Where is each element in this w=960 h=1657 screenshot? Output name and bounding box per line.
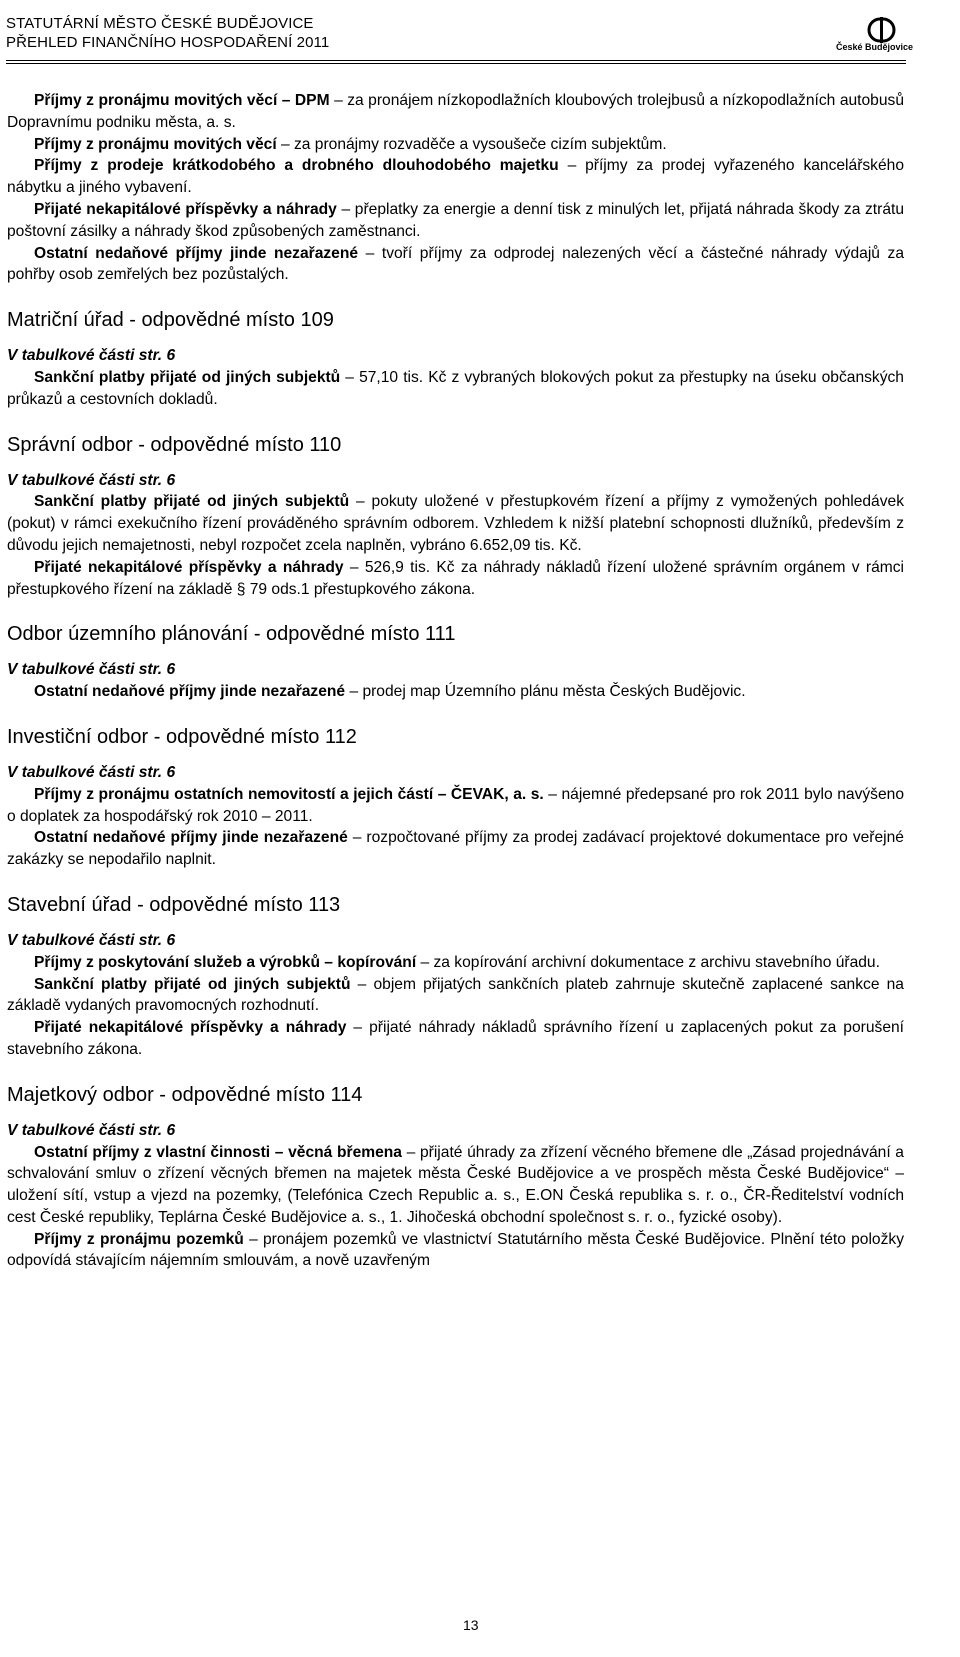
paragraph <box>7 199 904 243</box>
item-heading: Příjmy z pronájmu movitých věcí – DPM <box>34 92 330 109</box>
section-title: Odbor územního plánování - odpovědné místo 111 <box>7 623 456 646</box>
paragraph <box>7 827 904 871</box>
city-logo <box>836 14 926 62</box>
table-reference: V tabulkové části str. 6 <box>7 347 176 365</box>
item-heading: Sankční platby přijaté od jiných subjektů <box>34 368 341 386</box>
section-title: Matriční úřad - odpovědné místo 109 <box>7 309 334 332</box>
item-heading: Ostatní nedaňové příjmy jinde nezařazené <box>34 683 346 701</box>
item-text: – 57,10 tis. Kč z vybraných blokových pokut za přestupky na úseku občanských průkazů a cestovních dokladů. <box>7 368 904 408</box>
item-heading: Přijaté nekapitálové příspěvky a náhrady <box>34 558 344 576</box>
item-text: – objem přijatých sankčních plateb zahrnuje skutečně zaplacené sankce na základě vydaných pravomocných rozhodnutí. <box>7 975 904 1015</box>
page-number: 13 <box>463 1617 479 1633</box>
table-reference: V tabulkové části str. 6 <box>7 763 176 781</box>
document-body <box>7 90 904 1272</box>
section-title: Stavební úřad - odpovědné místo 113 <box>7 893 341 916</box>
table-reference: V tabulkové části str. 6 <box>7 471 176 489</box>
item-heading: Příjmy z poskytování služeb a výrobků – kopírování <box>34 953 417 971</box>
logo-mark-icon <box>836 14 926 44</box>
paragraph <box>7 952 904 974</box>
table-reference: V tabulkové části str. 6 <box>7 931 176 949</box>
item-heading: Přijaté nekapitálové příspěvky a náhrady <box>34 200 337 218</box>
table-reference: V tabulkové části str. 6 <box>7 1121 176 1139</box>
paragraph <box>7 557 904 601</box>
paragraph <box>7 784 904 828</box>
header-rule-2 <box>6 63 906 64</box>
item-text: – pokuty uložené v přestupkovém řízení a příjmy z vymožených pohledávek (pokut) v rámci exekučního řízení prováděného správním odborem. Vzhledem k nižší platební schopnosti dlužníků, především z důvodu jejich nemajetnosti, nebyl rozpočet zcela naplněn, vybráno 6.652,09 tis. Kč. <box>7 493 904 554</box>
paragraph <box>7 90 904 134</box>
paragraph <box>7 491 904 556</box>
paragraph <box>7 134 904 156</box>
item-heading: Sankční platby přijaté od jiných subjektů <box>34 493 350 511</box>
item-heading: Ostatní příjmy z vlastní činnosti – věcná břemena <box>34 1143 402 1161</box>
item-text: – nájemné předepsané pro rok 2011 bylo navýšeno o doplatek za hospodářský rok 2010 – 2011. <box>7 785 904 825</box>
paragraph <box>7 1229 904 1273</box>
item-heading: Sankční platby přijaté od jiných subjektů <box>34 975 351 993</box>
paragraph <box>7 681 904 703</box>
item-heading: Příjmy z pronájmu pozemků <box>34 1230 244 1248</box>
item-text: – za pronájem nízkopodlažních kloubových trolejbusů a nízkopodlažních autobusů Dopravnímu podniku města, a. s. <box>7 92 904 131</box>
paragraph <box>7 155 904 199</box>
table-reference: V tabulkové části str. 6 <box>7 661 176 679</box>
paragraph <box>7 974 904 1018</box>
logo-wordmark: České Budějovice <box>836 42 914 52</box>
item-heading: Příjmy z pronájmu movitých věcí <box>34 135 277 153</box>
paragraph <box>7 1142 904 1229</box>
intro-paragraphs <box>7 90 904 286</box>
item-text: – za pronájmy rozvaděče a vysoušeče cizím subjektům. <box>276 135 667 153</box>
item-heading: Příjmy z pronájmu ostatních nemovitostí a jejich částí – ČEVAK, a. s. <box>34 785 544 803</box>
section-title: Majetkový odbor - odpovědné místo 114 <box>7 1083 363 1106</box>
header-rule <box>6 60 906 61</box>
paragraph <box>7 243 904 287</box>
item-text: – pronájem pozemků ve vlastnictví Statutárního města České Budějovice. Plnění této položky odpovídá stávajícím nájemním smlouvám, a nově uzavřeným <box>7 1230 904 1270</box>
page-header <box>6 14 914 60</box>
item-heading: Ostatní nedaňové příjmy jinde nezařazené <box>34 244 359 262</box>
item-text: – rozpočtované příjmy za prodej zadávací projektové dokumentace pro veřejné zakázky se nepodařilo naplnit. <box>7 829 904 869</box>
header-city: STATUTÁRNÍ MĚSTO ČESKÉ BUDĚJOVICE <box>6 15 314 32</box>
sections <box>7 286 904 1272</box>
item-text: – za kopírování archivní dokumentace z archivu stavebního úřadu. <box>416 953 880 971</box>
item-text: – tvoří příjmy za odprodej nalezených věcí a částečné náhrady výdajů za pohřby osob zemřelých bez pozůstalých. <box>7 244 904 284</box>
header-report-title: PŘEHLED FINANČNÍHO HOSPODAŘENÍ 2011 <box>6 34 330 51</box>
item-heading: Ostatní nedaňové příjmy jinde nezařazené <box>34 829 348 847</box>
paragraph <box>7 1017 904 1061</box>
item-heading: Přijaté nekapitálové příspěvky a náhrady <box>34 1019 347 1037</box>
section-title: Správní odbor - odpovědné místo 110 <box>7 433 342 456</box>
section-title: Investiční odbor - odpovědné místo 112 <box>7 725 357 748</box>
item-text: – přijaté náhrady nákladů správního řízení u zaplacených pokut za porušení stavebního zákona. <box>7 1019 904 1058</box>
item-text: – přijaté úhrady za zřízení věcného břemene dle „Zásad projednávání a schvalování smluv o zřízení věcných břemen na majetek města České Budějovice a ve prospěch města České Budějovice“ – uložení sítí, vstup a vjezd na pozemky, (Telefónica Czech Republic a. s., E.ON Česká republika s. r. o., ČR-Ředitelství vodních cest České republiky, Teplárna České Budějovice a. s., 1. Jihočeská obchodní společnost s. r. o., fyzické osoby). <box>7 1143 904 1226</box>
item-text: – přeplatky za energie a denní tisk z minulých let, přijatá náhrada škody za ztrátu poštovní zásilky a náhrady škod způsobených zaměstnanci. <box>7 200 905 240</box>
item-heading: Příjmy z prodeje krátkodobého a drobného dlouhodobého majetku <box>34 157 559 175</box>
item-text: – příjmy za prodej vyřazeného kancelářského nábytku a jiného vybavení. <box>7 157 904 197</box>
paragraph <box>7 367 904 411</box>
item-text: – 526,9 tis. Kč za náhrady nákladů řízení uložené správním orgánem v rámci přestupkového řízení na základě § 79 ods.1 přestupkového zákona. <box>7 558 905 598</box>
item-text: – prodej map Územního plánu města Českých Budějovic. <box>345 683 746 701</box>
